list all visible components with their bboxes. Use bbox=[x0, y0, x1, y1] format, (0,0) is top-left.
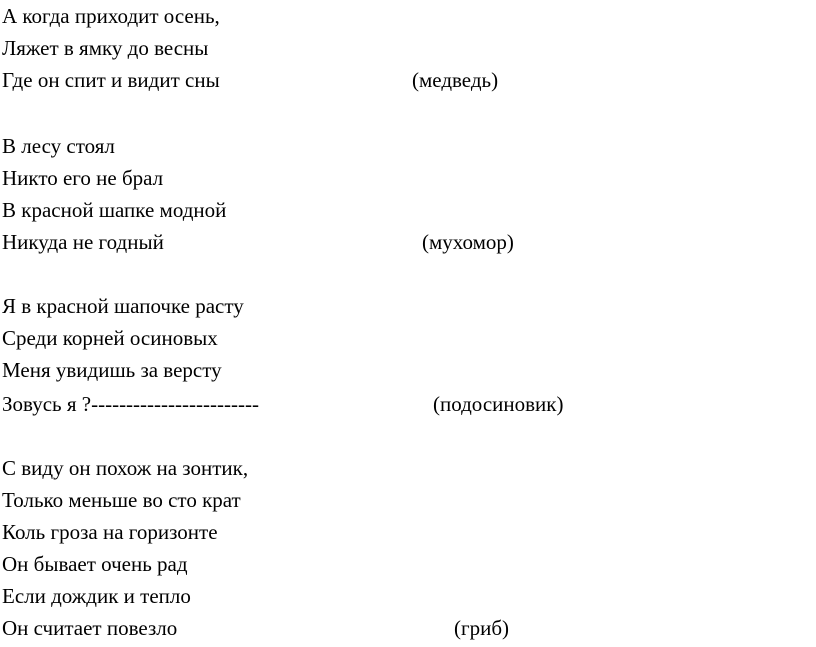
riddle-line: Никто его не брал bbox=[2, 166, 164, 190]
riddle-line: Ляжет в ямку до весны bbox=[2, 36, 209, 60]
riddle-answer: (мухомор) bbox=[422, 230, 514, 254]
riddle-line: С виду он похож на зонтик, bbox=[2, 456, 249, 480]
riddle-line: Никуда не годный bbox=[2, 230, 164, 254]
riddle-line: Меня увидишь за версту bbox=[2, 358, 222, 382]
riddle-line: Зовусь я ?------------------------ bbox=[2, 392, 259, 416]
riddle-answer: (гриб) bbox=[454, 616, 510, 640]
riddle-line: Он считает повезло bbox=[2, 616, 178, 640]
riddle-line: Если дождик и тепло bbox=[2, 584, 191, 608]
riddle-line: В лесу стоял bbox=[2, 134, 115, 158]
riddle-line: Только меньше во сто крат bbox=[2, 488, 241, 512]
riddle-answer: (подосиновик) bbox=[433, 392, 564, 416]
riddle-line: Среди корней осиновых bbox=[2, 326, 218, 350]
riddle-answer: (медведь) bbox=[412, 68, 499, 92]
riddle-line: Он бывает очень рад bbox=[2, 552, 188, 576]
riddle-line: Где он спит и видит сны bbox=[2, 68, 220, 92]
riddle-line: А когда приходит осень, bbox=[2, 4, 220, 28]
riddle-line: Я в красной шапочке расту bbox=[2, 294, 244, 318]
riddle-line: В красной шапке модной bbox=[2, 198, 227, 222]
riddle-line: Коль гроза на горизонте bbox=[2, 520, 218, 544]
